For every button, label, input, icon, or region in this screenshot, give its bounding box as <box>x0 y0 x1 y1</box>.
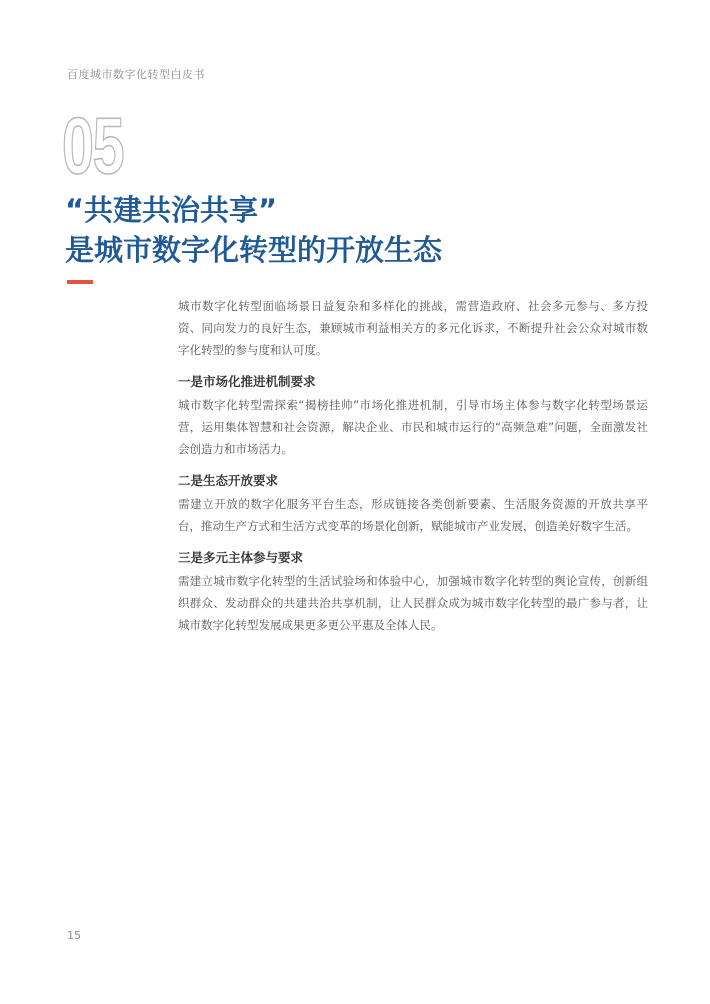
running-header: 百度城市数字化转型白皮书 <box>67 68 205 81</box>
section-market-mechanism <box>178 370 648 460</box>
section-body: 需建立城市数字化转型的生活试验场和体验中心，加强城市数字化转型的舆论宣传，创新组织群众、发动群众的共建共治共享机制，让人民群众成为城市数字化转型的最广参与者，让城市数字化转型发展成果更多更公平惠及全体人民。 <box>178 574 648 632</box>
chapter-number: 05 <box>62 101 124 190</box>
chapter-title-line-1: “共建共治共享” <box>65 193 278 227</box>
section-heading: 三是多元主体参与要求 <box>178 550 304 565</box>
section-body: 城市数字化转型需探索“揭榜挂帅”市场化推进机制，引导市场主体参与数字化转型场景运营，运用集体智慧和社会资源，解决企业、市民和城市运行的“高频急难”问题，全面激发社会创造力和市场活力。 <box>178 398 648 456</box>
section-multi-party-participation <box>178 546 648 636</box>
section-heading: 二是生态开放要求 <box>178 473 279 488</box>
body-content <box>178 295 648 636</box>
chapter-title <box>65 190 442 270</box>
section-body: 需建立开放的数字化服务平台生态，形成链接各类创新要素、生活服务资源的开放共享平台，推动生产方式和生活方式变革的场景化创新，赋能城市产业发展，创造美好数字生活。 <box>178 497 648 533</box>
section-open-ecosystem <box>178 469 648 537</box>
section-heading: 一是市场化推进机制要求 <box>178 374 316 389</box>
title-accent-bar <box>67 280 93 284</box>
page-number: 15 <box>67 929 81 942</box>
intro-paragraph: 城市数字化转型面临场景日益复杂和多样化的挑战，需营造政府、社会多元参与、多方投资、同向发力的良好生态，兼顾城市利益相关方的多元化诉求，不断提升社会公众对城市数字化转型的参与度和认可度。 <box>178 299 648 357</box>
chapter-title-line-2: 是城市数字化转型的开放生态 <box>65 233 443 267</box>
